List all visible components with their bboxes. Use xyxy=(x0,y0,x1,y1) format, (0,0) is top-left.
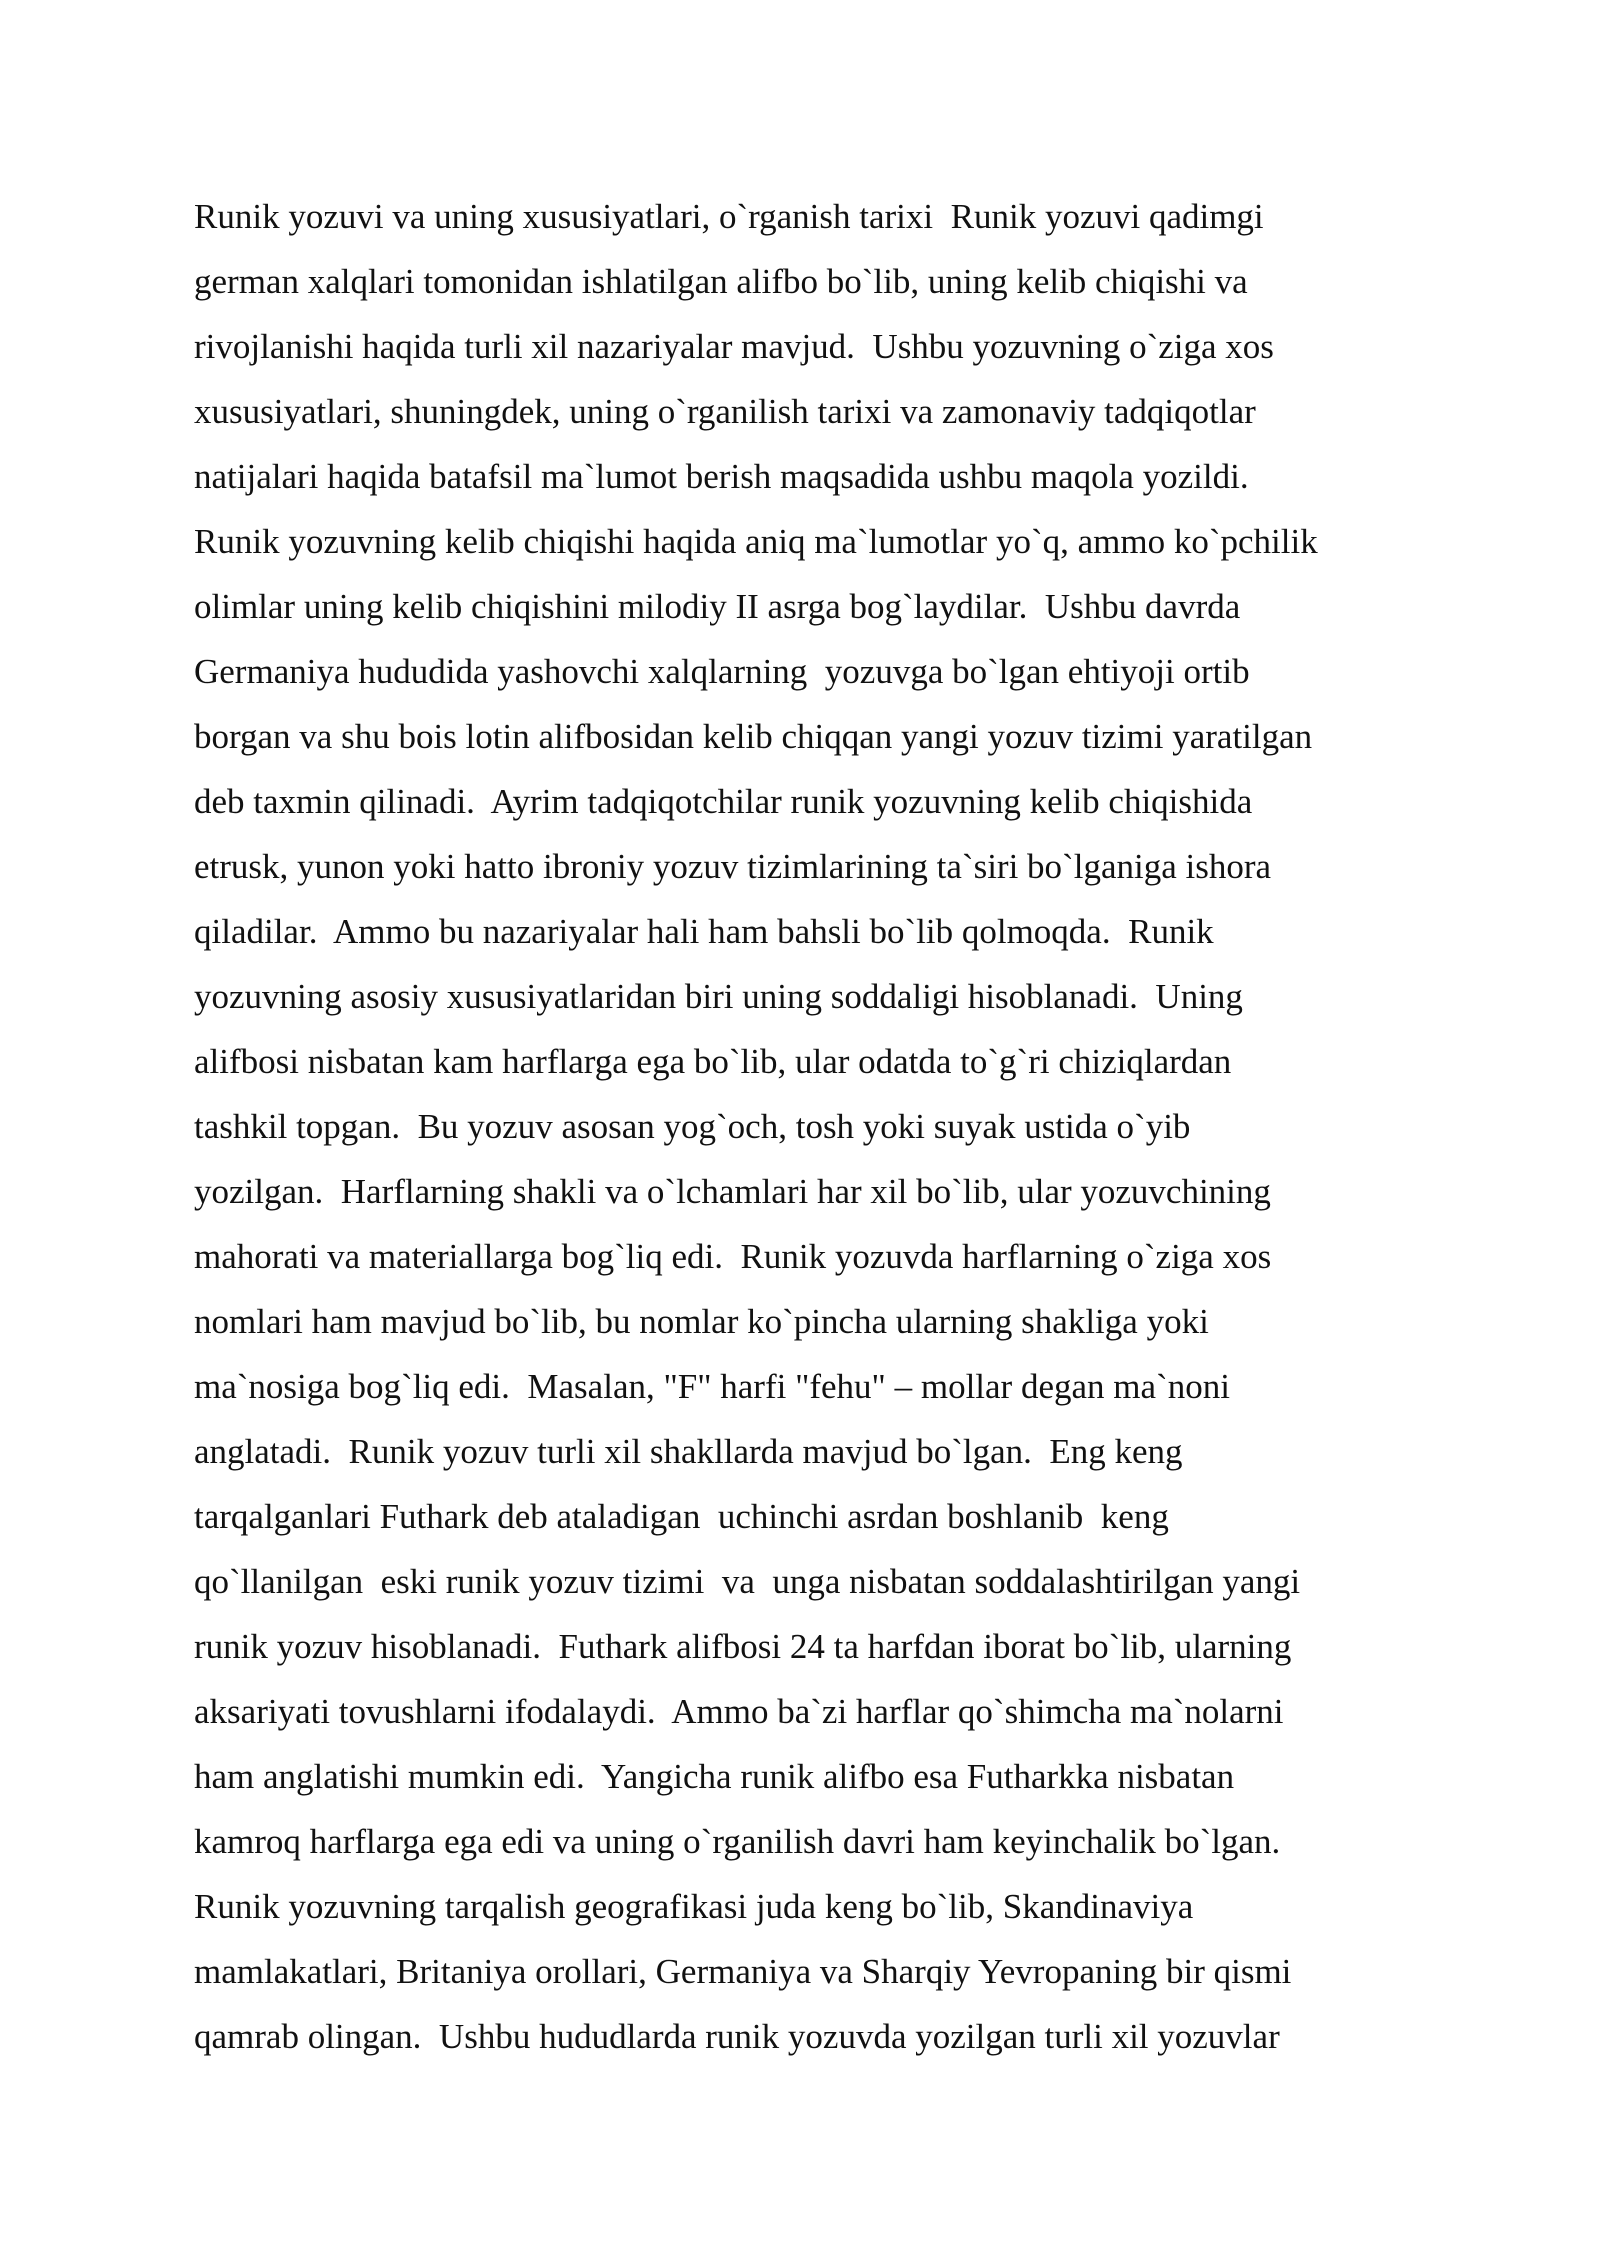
text-line: mamlakatlari, Britaniya orollari, Germaniya va Sharqiy Yevropaning bir qismi xyxy=(194,1952,1292,1991)
text-line: xususiyatlari, shuningdek, uning o`rganilish tarixi va zamonaviy tadqiqotlar xyxy=(194,392,1256,431)
text-line: etrusk, yunon yoki hatto ibroniy yozuv tizimlarining ta`siri bo`lganiga ishora xyxy=(194,847,1272,886)
text-line: kamroq harflarga ega edi va uning o`rganilish davri ham keyinchalik bo`lgan. xyxy=(194,1822,1281,1861)
body-text xyxy=(194,188,1454,2073)
text-line: tashkil topgan. Bu yozuv asosan yog`och, tosh yoki suyak ustida o`yib xyxy=(194,1107,1191,1146)
text-line: tarqalganlari Futhark deb ataladigan uchinchi asrdan boshlanib keng xyxy=(194,1497,1169,1536)
text-line: qiladilar. Ammo bu nazariyalar hali ham bahsli bo`lib qolmoqda. Runik xyxy=(194,912,1214,951)
text-line: deb taxmin qilinadi. Ayrim tadqiqotchilar runik yozuvning kelib chiqishida xyxy=(194,782,1253,821)
text-line: qamrab olingan. Ushbu hududlarda runik yozuvda yozilgan turli xil yozuvlar xyxy=(194,2017,1280,2056)
text-line: borgan va shu bois lotin alifbosidan kelib chiqqan yangi yozuv tizimi yaratilgan xyxy=(194,717,1313,756)
text-line: ham anglatishi mumkin edi. Yangicha runik alifbo esa Futharkka nisbatan xyxy=(194,1757,1235,1796)
text-line: german xalqlari tomonidan ishlatilgan alifbo bo`lib, uning kelib chiqishi va xyxy=(194,262,1248,301)
text-line: ma`nosiga bog`liq edi. Masalan, "F" harfi "fehu" – mollar degan ma`noni xyxy=(194,1367,1230,1406)
text-line: rivojlanishi haqida turli xil nazariyalar mavjud. Ushbu yozuvning o`ziga xos xyxy=(194,327,1274,366)
text-line: natijalari haqida batafsil ma`lumot berish maqsadida ushbu maqola yozildi. xyxy=(194,457,1249,496)
text-line: qo`llanilgan eski runik yozuv tizimi va unga nisbatan soddalashtirilgan yangi xyxy=(194,1562,1301,1601)
text-line: mahorati va materiallarga bog`liq edi. Runik yozuvda harflarning o`ziga xos xyxy=(194,1237,1272,1276)
text-line: yozilgan. Harflarning shakli va o`lchamlari har xil bo`lib, ular yozuvchining xyxy=(194,1172,1271,1211)
text-line: yozuvning asosiy xususiyatlaridan biri uning soddaligi hisoblanadi. Uning xyxy=(194,977,1243,1016)
text-line: nomlari ham mavjud bo`lib, bu nomlar ko`pincha ularning shakliga yoki xyxy=(194,1302,1209,1341)
text-line: anglatadi. Runik yozuv turli xil shakllarda mavjud bo`lgan. Eng keng xyxy=(194,1432,1183,1471)
text-line: Runik yozuvi va uning xususiyatlari, o`rganish tarixi Runik yozuvi qadimgi xyxy=(194,197,1264,236)
text-line: alifbosi nisbatan kam harflarga ega bo`lib, ular odatda to`g`ri chiziqlardan xyxy=(194,1042,1232,1081)
text-line: Runik yozuvning kelib chiqishi haqida aniq ma`lumotlar yo`q, ammo ko`pchilik xyxy=(194,522,1318,561)
text-line: aksariyati tovushlarni ifodalaydi. Ammo ba`zi harflar qo`shimcha ma`nolarni xyxy=(194,1692,1284,1731)
text-line: runik yozuv hisoblanadi. Futhark alifbosi 24 ta harfdan iborat bo`lib, ularning xyxy=(194,1627,1292,1666)
text-line: Germaniya hududida yashovchi xalqlarning yozuvga bo`lgan ehtiyoji ortib xyxy=(194,652,1250,691)
text-line: olimlar uning kelib chiqishini milodiy II asrga bog`laydilar. Ushbu davrda xyxy=(194,587,1241,626)
text-line: Runik yozuvning tarqalish geografikasi juda keng bo`lib, Skandinaviya xyxy=(194,1887,1194,1926)
